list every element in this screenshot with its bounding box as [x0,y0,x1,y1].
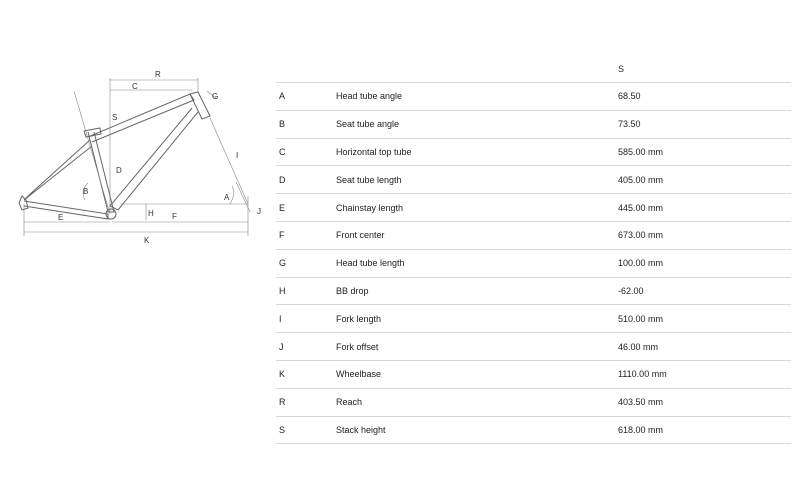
label-H: H [148,209,154,218]
table-row [276,221,791,249]
row-value: 618.00 mm [618,416,791,444]
row-measurement-name: Fork length [336,305,618,333]
row-measurement-name: Head tube angle [336,83,618,111]
label-S: S [112,113,118,122]
row-measurement-name: Wheelbase [336,360,618,388]
row-value: 46.00 mm [618,333,791,361]
row-value: -62.00 [618,277,791,305]
label-I: I [236,151,239,160]
table-row [276,194,791,222]
geometry-table [276,56,791,444]
row-letter: H [276,277,336,305]
geometry-table-body [276,83,791,444]
row-letter: S [276,416,336,444]
row-letter: G [276,249,336,277]
row-letter: E [276,194,336,222]
label-C: C [132,82,138,91]
row-letter: R [276,388,336,416]
table-row [276,277,791,305]
label-J: J [257,207,261,216]
row-value: 403.50 mm [618,388,791,416]
row-value: 68.50 [618,83,791,111]
row-value: 73.50 [618,110,791,138]
row-measurement-name: BB drop [336,277,618,305]
table-row [276,333,791,361]
row-letter: D [276,166,336,194]
label-A: A [224,193,230,202]
row-value: 510.00 mm [618,305,791,333]
row-value: 445.00 mm [618,194,791,222]
row-value: 585.00 mm [618,138,791,166]
size-header: S [618,64,625,74]
table-row [276,138,791,166]
table-row [276,166,791,194]
row-letter: I [276,305,336,333]
table-row [276,305,791,333]
table-row [276,360,791,388]
row-value: 673.00 mm [618,221,791,249]
row-letter: A [276,83,336,111]
row-value: 405.00 mm [618,166,791,194]
row-measurement-name: Seat tube angle [336,110,618,138]
row-measurement-name: Stack height [336,416,618,444]
row-measurement-name: Horizontal top tube [336,138,618,166]
label-F: F [172,212,177,221]
row-letter: F [276,221,336,249]
dimension-labels [58,70,261,245]
table-row [276,110,791,138]
table-row [276,388,791,416]
table-header-row [276,56,791,83]
row-measurement-name: Head tube length [336,249,618,277]
row-measurement-name: Front center [336,221,618,249]
bike-frame [19,92,210,219]
row-measurement-name: Reach [336,388,618,416]
row-measurement-name: Fork offset [336,333,618,361]
row-measurement-name: Chainstay length [336,194,618,222]
table-row [276,83,791,111]
row-letter: J [276,333,336,361]
table-row [276,416,791,444]
label-K: K [144,236,150,245]
row-value: 100.00 mm [618,249,791,277]
table-row [276,249,791,277]
row-letter: K [276,360,336,388]
label-G: G [212,92,219,101]
row-letter: C [276,138,336,166]
label-R: R [155,70,161,79]
row-measurement-name: Seat tube length [336,166,618,194]
row-letter: B [276,110,336,138]
label-D: D [116,166,122,175]
label-E: E [58,213,64,222]
frame-geometry-diagram [0,0,270,270]
row-value: 1110.00 mm [618,360,791,388]
label-B: B [83,187,89,196]
